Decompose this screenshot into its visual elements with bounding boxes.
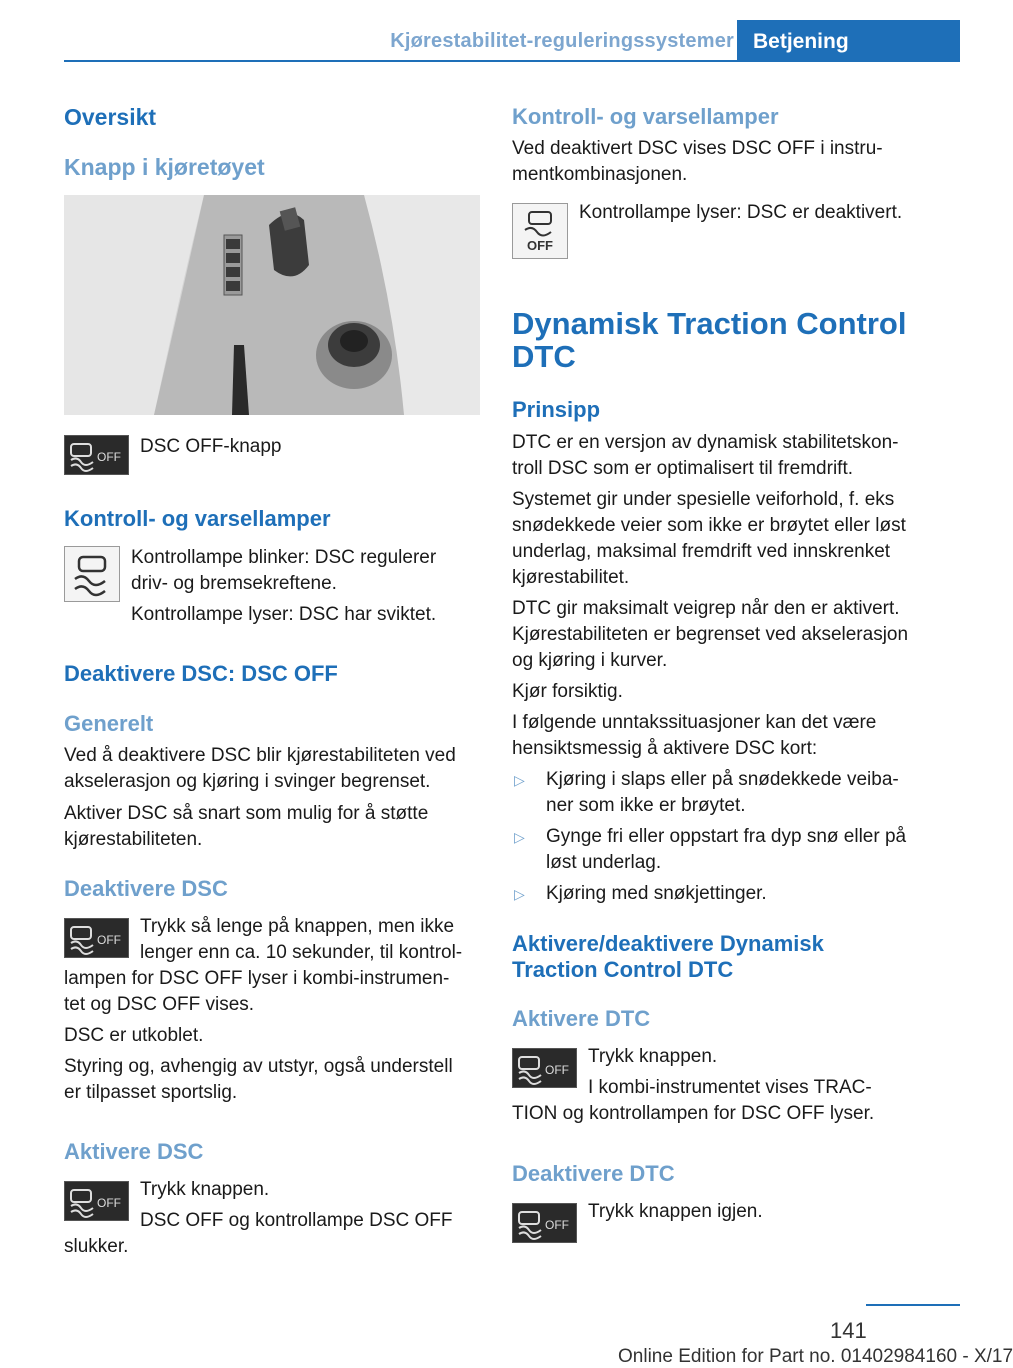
heading-aktivere-dsc: Aktivere DSC bbox=[64, 1139, 204, 1164]
prinsipp-line-5: underlag, maksimal fremdrift ved innskrenket bbox=[512, 541, 891, 562]
deakt-line-2: lenger enn ca. 10 sekunder, til kontrol- bbox=[140, 942, 463, 963]
prinsipp-line-4: snødekkede veier som ikke er brøytet eller løst bbox=[512, 515, 906, 536]
prinsipp-line-6: kjørestabilitet. bbox=[512, 567, 630, 588]
heading-prinsipp: Prinsipp bbox=[512, 397, 601, 422]
edition-footer: Online Edition for Part no. 01402984160 - X/17 bbox=[618, 1346, 1013, 1367]
generelt-line-2: akselerasjon og kjøring i svinger begrenset. bbox=[64, 771, 431, 792]
aktdtc-line-1: Trykk knappen. bbox=[588, 1046, 718, 1067]
heading-knapp: Knapp i kjøretøyet bbox=[64, 154, 265, 180]
akt-line-1: Trykk knappen. bbox=[140, 1179, 270, 1200]
bullet2-line-2: løst underlag. bbox=[546, 852, 662, 873]
svg-text:OFF: OFF bbox=[545, 1063, 569, 1077]
page-number: 141 bbox=[830, 1318, 867, 1343]
generelt-line-3: Aktiver DSC så snart som mulig for å støtte bbox=[64, 803, 429, 824]
bullet1-line-1: Kjøring i slaps eller på snødekkede veiba- bbox=[546, 769, 899, 790]
dsc-off-lamp-icon bbox=[512, 203, 568, 259]
deakt-line-3: lampen for DSC OFF lyser i kombi-instrumen- bbox=[64, 968, 450, 989]
prinsipp-line-8: Kjørestabiliteten er begrenset ved akselerasjon bbox=[512, 624, 909, 645]
heading-kontroll-left: Kontroll- og varsellamper bbox=[64, 506, 331, 531]
lamp-text-1: Kontrollampe blinker: DSC regulerer bbox=[131, 547, 437, 568]
heading-oversikt: Oversikt bbox=[64, 104, 157, 130]
heading-generelt: Generelt bbox=[64, 711, 154, 736]
prinsipp-line-1: DTC er en versjon av dynamisk stabilitetskon- bbox=[512, 432, 899, 453]
dsc-off-icon-3 bbox=[64, 1181, 129, 1221]
heading-kontroll-right: Kontroll- og varsellamper bbox=[512, 104, 779, 129]
deakt-line-1: Trykk så lenge på knappen, men ikke bbox=[140, 916, 455, 937]
header-rule bbox=[64, 60, 960, 62]
lamp-text-2: driv- og bremsekreftene. bbox=[131, 573, 337, 594]
prinsipp-line-7: DTC gir maksimalt veigrep når den er aktivert. bbox=[512, 598, 900, 619]
lamp-text-3: Kontrollampe lyser: DSC har sviktet. bbox=[131, 604, 437, 625]
generelt-line-4: kjørestabiliteten. bbox=[64, 829, 203, 850]
header-section-title: Kjørestabilitet-reguleringssystemer bbox=[390, 30, 734, 52]
svg-text:OFF: OFF bbox=[97, 933, 121, 947]
heading-dtc-1: Dynamisk Traction Control bbox=[512, 306, 907, 341]
bullet2-line-1: Gynge fri eller oppstart fra dyp snø eller på bbox=[546, 826, 907, 847]
heading-deaktivere-dsc: Deaktivere DSC bbox=[64, 876, 228, 901]
bullet3-line-1: Kjøring med snøkjettinger. bbox=[546, 883, 767, 904]
dsc-warning-lamp-icon bbox=[64, 546, 120, 602]
bullet-icon: ▷ bbox=[514, 772, 525, 788]
akt-line-2: DSC OFF og kontrollampe DSC OFF bbox=[140, 1210, 453, 1231]
kontroll-line-1: Ved deaktivert DSC vises DSC OFF i instru- bbox=[512, 138, 883, 159]
aktdtc-line-3: TION og kontrollampen for DSC OFF lyser. bbox=[512, 1103, 875, 1124]
heading-aktdeakt-2: Traction Control DTC bbox=[512, 957, 734, 982]
header-tab: Betjening bbox=[737, 20, 960, 62]
heading-dtc-2: DTC bbox=[512, 339, 576, 374]
svg-text:OFF: OFF bbox=[545, 1218, 569, 1232]
deakt-line-6: Styring og, avhengig av utstyr, også understell bbox=[64, 1056, 453, 1077]
footer-rule bbox=[866, 1304, 960, 1306]
heading-deaktivere-dtc: Deaktivere DTC bbox=[512, 1161, 675, 1186]
console-photo bbox=[64, 195, 480, 415]
prinsipp-line-2: troll DSC som er optimalisert til fremdrift. bbox=[512, 458, 854, 479]
deakt-line-7: er tilpasset sportslig. bbox=[64, 1082, 238, 1103]
bullet-icon: ▷ bbox=[514, 886, 525, 902]
kontroll-line-2: mentkombinasjonen. bbox=[512, 164, 688, 185]
bullet1-line-2: ner som ikke er brøytet. bbox=[546, 795, 746, 816]
off-label: OFF bbox=[97, 450, 121, 464]
deakt-line-5: DSC er utkoblet. bbox=[64, 1025, 204, 1046]
heading-aktdeakt-1: Aktivere/deaktivere Dynamisk bbox=[512, 931, 824, 956]
dtc-button-icon-2 bbox=[512, 1203, 577, 1243]
dsc-off-icon-2 bbox=[64, 918, 129, 958]
heading-aktivere-dtc: Aktivere DTC bbox=[512, 1006, 651, 1031]
svg-text:OFF: OFF bbox=[527, 238, 553, 253]
generelt-line-1: Ved å deaktivere DSC blir kjørestabiliteten ved bbox=[64, 745, 456, 766]
kontroll-line-3: Kontrollampe lyser: DSC er deaktivert. bbox=[579, 202, 903, 223]
prinsipp-line-11: I følgende unntakssituasjoner kan det være bbox=[512, 712, 877, 733]
akt-line-3: slukker. bbox=[64, 1236, 129, 1257]
dtc-button-icon bbox=[512, 1048, 577, 1088]
prinsipp-line-12: hensiktsmessig å aktivere DSC kort: bbox=[512, 738, 818, 759]
deakt-line-4: tet og DSC OFF vises. bbox=[64, 994, 255, 1015]
heading-deaktivere-dsc-off: Deaktivere DSC: DSC OFF bbox=[64, 661, 338, 686]
prinsipp-line-9: og kjøring i kurver. bbox=[512, 650, 668, 671]
deaktdtc-line-1: Trykk knappen igjen. bbox=[588, 1201, 763, 1222]
prinsipp-line-3: Systemet gir under spesielle veiforhold, f. eks bbox=[512, 489, 895, 510]
button-caption: DSC OFF-knapp bbox=[140, 436, 282, 457]
bullet-icon: ▷ bbox=[514, 829, 525, 845]
prinsipp-line-10: Kjør forsiktig. bbox=[512, 681, 623, 702]
aktdtc-line-2: I kombi-instrumentet vises TRAC- bbox=[588, 1077, 872, 1098]
dsc-off-button-icon bbox=[64, 435, 129, 475]
svg-text:OFF: OFF bbox=[97, 1196, 121, 1210]
